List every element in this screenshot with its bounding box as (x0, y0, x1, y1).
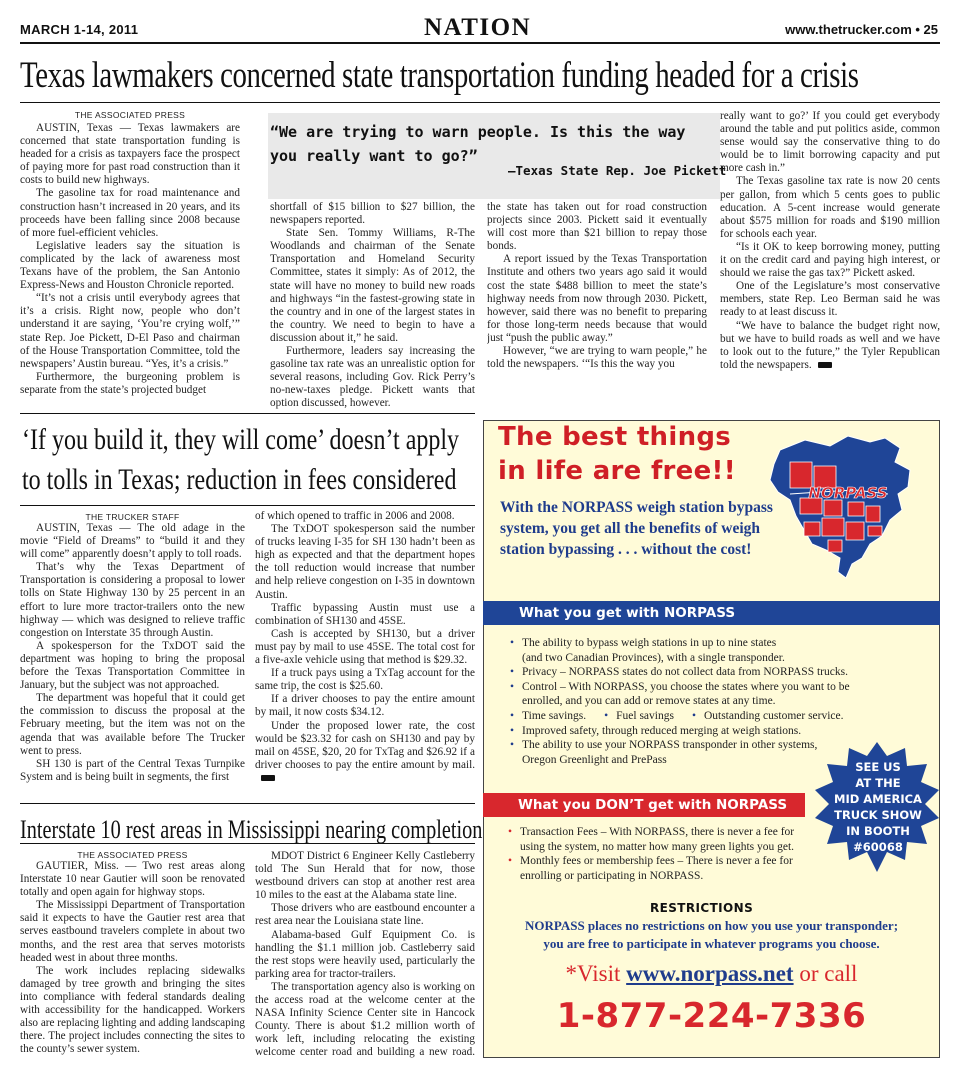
section-rule-2 (20, 803, 475, 804)
site-url-page[interactable]: www.thetrucker.com • 25 (785, 22, 938, 37)
story3-headline: Interstate 10 rest areas in Mississippi nearing completion (20, 815, 483, 844)
pull-quote: “We are trying to warn people. Is this the way you really want to go?” (270, 123, 686, 165)
restrictions-text: NORPASS places no restrictions on how you use your transponder; you are free to participate in whatever programs you choose. (524, 918, 899, 951)
dont-bar (483, 793, 805, 817)
end-of-story-truck-icon (261, 775, 275, 781)
story2-byline: THE TRUCKER STAFF (85, 512, 180, 522)
ad-intro: With the NORPASS weigh station bypass system, you get all the benefits of weigh station bypassing . . . without the cost! (500, 499, 773, 558)
burst-line-1: SEE US (855, 760, 901, 774)
story2-column-2: of which opened to traffic in 2006 and 2008. The TxDOT spokesperson said the number of trucks leaving I-35 for SH 130 hadn’t been as high as expected and that the department hopes the toll reduction would increase that number and help relieve congestion on I-35 in downtown Austin. Traffic bypassing Austin must use a combination of SH130 and 45SE. Cash is accepted by SH130, but a driver must pay by mail to use 45SE. The total cost for a five-axle vehicle using that method is $29.32. If a truck pays using a TxTag account for the same trip, the cost is $25.60. If a driver chooses to pay the entire amount by mail, it now costs $34.12. Under the proposed lower rate, the cost would be $23.32 for cash on SH130 and pay by mail on 45SE, $20, 20 for TxTag and $26.92 if a driver chooses to pay the entire amount by mail. (255, 510, 475, 792)
burst-line-4: TRUCK SHOW (834, 808, 922, 822)
story3-byline: THE ASSOCIATED PRESS (77, 850, 188, 860)
pull-quote-attribution: —Texas State Rep. Joe Pickett (508, 163, 727, 178)
story1-byline: THE ASSOCIATED PRESS (74, 110, 186, 120)
story2-column-1: AUSTIN, Texas — The old adage in the movie “Field of Dreams” to “build it and they will come” apparently doesn’t apply to toll roads. That’s why the Texas Department of Transportation is considering a proposal to lower tolls on State Highway 130 by 25 percent in an effort to lure more tractor-trailers onto the new highway — which was designed to relieve traffic congestion on Interstate 35 through Austin. A spokesperson for the TxDOT said the department was hoping to bring the proposal before the Texas Transportation Committee in January, but the subject was not approached. The department was hopeful that it could get the commission to discuss the proposal at the February meeting, but the item was not on the agenda that was available before The Trucker went to press. SH 130 is part of the Central Texas Turnpike System and is being built in segments, the first (20, 522, 245, 783)
end-of-story-truck-icon (818, 362, 832, 368)
dont-header: What you DON’T get with NORPASS (518, 797, 788, 813)
trade-show-burst (815, 742, 940, 872)
issue-date: MARCH 1-14, 2011 (20, 22, 139, 37)
story3-column-1: GAUTIER, Miss. — Two rest areas along Interstate 10 near Gautier will soon be renovated totally and open again for highway stops. The Mississippi Department of Transportation said it expects to have the Gautier rest area that serves eastbound travelers complete in about two months, and the rest area that serves motorists headed west in about three months. The work includes replacing sidewalks damaged by tree growth and bringing the sites into compliance with federal standards dealing with accessibility for the handicapped. Workers also are replacing lighting and adding landscaping there. The project includes connecting the sites to the county’s sewer system. (20, 860, 245, 1056)
story1-column-3: the state has taken out for road construction projects since 2003. Pickett said it eventually will cost more than $21 billion to repay those bonds. A report issued by the Texas Transportation Institute and others two years ago said it would cost the state $488 billion to meet the state’s highway needs from now through 2030. Pickett, however, said there was no benefit to preparing for those long-term needs because that would just “push the public away.” However, “we are trying to warn people,” he told the newspapers. ‘“Is this the way you (487, 201, 707, 371)
header-rule (20, 42, 940, 44)
section-title: NATION (424, 14, 532, 41)
headline-rule (20, 102, 940, 103)
north-america-map-icon (760, 432, 930, 582)
story2-headline: ‘If you build it, they will come’ doesn’t apply to tolls in Texas; reduction in fees considered (22, 423, 460, 496)
visit-line: *Visit www.norpass.net or call (565, 961, 858, 986)
story1-column-2: shortfall of $15 billion to $27 billion, the newspapers reported. State Sen. Tommy Williams, R-The Woodlands and chairman of the Senate Transportation and Homeland Security Committee, states it simply: As of 2012, the state will have no money to build new roads and highways “in the fastest-growing state in the country and in one of the largest states in the country. We need to begin to have a discussion about it,” he said. Furthermore, leaders say increasing the gasoline tax rate was an unrealistic option for several reasons, including Gov. Rick Perry’s no-new-taxes pledge. Pickett wants that option discussed, however. (270, 201, 475, 410)
ad-headline: The best things in life are free!! (498, 422, 736, 486)
story3-column-2: MDOT District 6 Engineer Kelly Castleberry told The Sun Herald that for now, those westbound drivers can stop at another rest area 10 miles to the east at the Alabama state line. Those drivers who are eastbound encounter a rest area near the Louisiana state line. Alabama-based Gulf Equipment Co. is handling the $1.1 million job. Castleberry said the rest stops were heavily used, particularly the parking area for tractor-trailers. The transportation agency also is working on the access road at the welcome center at the NASA Infinity Science Center site in Hancock County. There is about $1.2 million worth of work left, including relocating the existing welcome center road and building a new road. (255, 850, 475, 1058)
phone-number[interactable]: 1-877-224-7336 (556, 996, 867, 1036)
norpass-logo: NORPASS (808, 484, 888, 502)
story1-column-1: AUSTIN, Texas — Texas lawmakers are concerned that state transportation funding is headed for a crisis as taxpayers face the prospect of paying more for past road construction than it costs to build new highways. The gasoline tax for road maintenance and construction hasn’t increased in 20 years, and its proceeds have been falling since 2008 because of more fuel-efficient vehicles. Legislative leaders say the situation is complicated by the lack of awareness most Texans have of the problem, the San Antonio Express-News and Houston Chronicle reported. “It’s not a crisis until everybody agrees that it’s a crisis. Right now, people who don’t understand it are saying, ‘You’re crying wolf,’” state Rep. Joe Pickett, D-El Paso and chairman of the House Transportation Committee, told the newspapers’ Austin bureau. “Yes, it’s a crisis.” Furthermore, the burgeoning problem is separate from the state’s projected budget (20, 122, 240, 396)
burst-line-3: MID AMERICA (834, 792, 922, 806)
burst-line-5: IN BOOTH (846, 824, 910, 838)
dont-list: • Transaction Fees – With NORPASS, there is never a fee for using the system, no matter how many green lights you get. • Monthly fees or membership fees – There is never a fee for enrolling or participating in NORPASS. (508, 826, 795, 882)
burst-line-2: AT THE (855, 776, 901, 790)
get-header: What you get with NORPASS (519, 605, 736, 621)
story3-rule (20, 843, 475, 844)
get-list: • The ability to bypass weigh stations in up to nine states (and two Canadian Provinces), with a single transponder. • Privacy – NORPASS states do not collect data from NORPASS trucks. • Control – With NORPASS, you choose the states where you want to be enrolled, and you can add or remove states at any time. • Time savings. • Fuel savings • Outstanding customer service. • Improved safety, through reduced merging at weigh stations. • The ability to use your NORPASS transponder in other systems, Oregon Greenlight and PrePass (510, 637, 850, 766)
section-rule (20, 413, 475, 414)
burst-line-6: #60068 (853, 840, 903, 854)
story1-headline: Texas lawmakers concerned state transportation funding headed for a crisis (20, 55, 859, 96)
norpass-website-link[interactable]: www.norpass.net (626, 961, 794, 986)
get-bar (483, 601, 940, 625)
story1-column-4: really want to go?’ If you could get everybody around the table and put politics aside, common sense would say the conservative thing to do would be to limit borrowing capacity and put more cash in.” The Texas gasoline tax rate is now 20 cents per gallon, from which 5 cents goes to public education. A 5-cent increase would generate about $575 million for roads and $190 million for schools each year. “Is it OK to keep borrowing money, putting it on the credit card and paying high interest, or should we raise the gas tax?” Pickett asked. One of the Legislature’s most conservative members, state Rep. Leo Berman said he was ready to at least discuss it. “We have to balance the budget right now, but we have to build roads as well and we have to look out to the future,” the Tyler Republican told the newspapers. (720, 110, 940, 371)
story2-rule (20, 505, 475, 506)
restrictions-header: RESTRICTIONS (650, 901, 754, 915)
story1-col1-p3: Legislative leaders say the situation is complicated by the lack of awareness most Texans have of the problem, the San Antonio Express-News and Houston Chronicle reported. (20, 239, 240, 292)
